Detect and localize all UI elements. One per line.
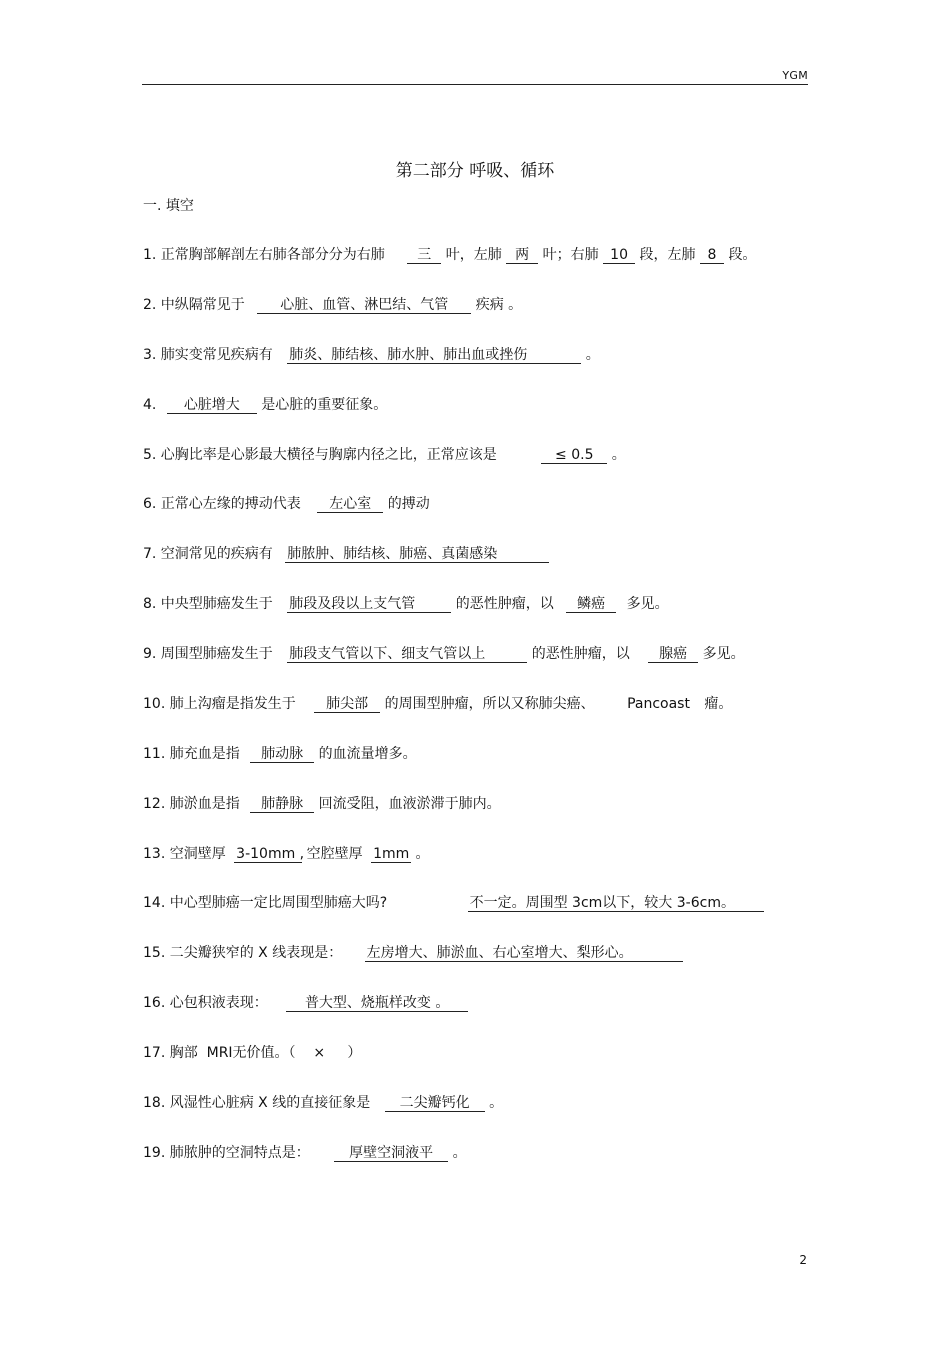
answer-blank: 不一定。周围型 3cm以下，较大 3-6cm。 <box>468 895 764 912</box>
question-text: 叶；右肺 <box>542 247 599 263</box>
answer-blank: 10 <box>603 247 635 264</box>
question-9 <box>143 643 745 663</box>
answer-blank: 三 <box>407 247 441 264</box>
question-text: 2. 中纵隔常见于 <box>143 297 245 313</box>
answer-blank: 3-10mm , <box>236 846 305 862</box>
question-text: 疾病 。 <box>475 297 523 313</box>
question-18 <box>143 1092 503 1112</box>
question-text: 15. 二尖瓣狭窄的 X 线表现是： <box>143 945 343 961</box>
answer-blank: 肺脓肿、肺结核、肺癌、真菌感染 <box>285 546 549 563</box>
question-text: 的恶性肿瘤，以 <box>455 596 554 612</box>
question-11 <box>143 743 417 763</box>
question-text: 7. 空洞常见的疾病有 <box>143 546 273 562</box>
answer-blank: 肺静脉 <box>250 796 314 813</box>
answer-blank: 肺段及段以上支气管 <box>287 596 451 613</box>
answer-blank: 普大型、烧瓶样改变 。 <box>286 995 468 1012</box>
answer-blank: 二尖瓣钙化 <box>385 1095 485 1112</box>
question-text: 3. 肺实变常见疾病有 <box>143 347 273 363</box>
answer-blank: 1mm <box>373 846 410 862</box>
question-15 <box>143 942 683 962</box>
question-text: 1. 正常胸部解剖左右肺各部分分为右肺 <box>143 247 385 263</box>
question-16 <box>143 992 468 1012</box>
question-text: 8. 中央型肺癌发生于 <box>143 596 273 612</box>
question-17 <box>143 1042 361 1062</box>
question-text: 。 <box>415 846 430 862</box>
question-text: 。 <box>452 1145 467 1161</box>
answer-blank: 肺尖部 <box>314 696 380 713</box>
answer-blank: 8 <box>700 247 724 264</box>
question-text: 的搏动 <box>387 496 430 512</box>
question-text: 。 <box>611 447 626 463</box>
question-text: 14. 中心型肺癌一定比周围型肺癌大吗? <box>143 895 388 911</box>
question-text: 是心脏的重要征象。 <box>261 397 388 413</box>
question-1 <box>143 244 756 264</box>
question-19 <box>143 1142 467 1162</box>
question-text: 叶，左肺 <box>445 247 502 263</box>
question-text: 。 <box>489 1095 504 1111</box>
page-number: 2 <box>799 1253 807 1267</box>
question-text: 。 <box>585 347 600 363</box>
question-text: 4. <box>143 397 157 413</box>
question-12 <box>143 793 501 813</box>
answer-blank: 左房增大、肺淤血、右心室增大、梨形心。 <box>365 945 683 962</box>
question-text: 的恶性肿瘤，以 <box>531 646 630 662</box>
question-text: 19. 肺脓肿的空洞特点是： <box>143 1145 310 1161</box>
question-text: 16. 心包积液表现： <box>143 995 268 1011</box>
question-text: 的周围型肿瘤，所以又称肺尖癌、 <box>384 696 595 712</box>
question-text: 瘤。 <box>704 696 733 712</box>
question-14 <box>143 892 764 912</box>
question-13 <box>143 843 430 863</box>
question-8 <box>143 593 669 613</box>
answer-blank: 厚壁空洞液平 <box>334 1145 448 1162</box>
answer-blank: 肺炎、肺结核、肺水肿、肺出血或挫伤 <box>287 347 581 364</box>
question-text: Pancoast <box>627 696 690 712</box>
question-text: 空腔壁厚 <box>306 846 363 862</box>
question-text: 回流受阻，血液淤滞于肺内。 <box>318 796 501 812</box>
question-text: 5. 心胸比率是心影最大横径与胸廓内径之比，正常应该是 <box>143 447 497 463</box>
answer-blank: 肺段支气管以下、细支气管以上 <box>287 646 527 663</box>
question-3 <box>143 344 600 364</box>
question-2 <box>143 294 522 314</box>
section-heading: 一. 填空 <box>143 198 194 214</box>
question-text: 段。 <box>728 247 757 263</box>
question-text: 多见。 <box>702 646 745 662</box>
answer-blank: 左心室 <box>317 496 383 513</box>
answer-blank: 心脏、血管、淋巴结、气管 <box>257 297 471 314</box>
question-text: 9. 周围型肺癌发生于 <box>143 646 273 662</box>
answer-blank: 心脏增大 <box>167 397 257 414</box>
question-text: 段，左肺 <box>639 247 696 263</box>
running-header: YGM <box>782 69 808 82</box>
header-rule <box>142 84 808 85</box>
question-text: 10. 肺上沟瘤是指发生于 <box>143 696 296 712</box>
question-text: 的血流量增多。 <box>318 746 417 762</box>
question-4 <box>143 394 387 414</box>
page-title: 第二部分 呼吸、循环 <box>395 161 555 181</box>
question-6 <box>143 493 430 513</box>
answer-blank: 肺动脉 <box>250 746 314 763</box>
question-text: 17. 胸部 MRI无价值。（ × ） <box>143 1045 362 1061</box>
answer-blank: ≤ 0.5 <box>541 447 607 464</box>
answer-blank: 两 <box>506 247 538 264</box>
question-text: 6. 正常心左缘的搏动代表 <box>143 496 301 512</box>
question-text: 12. 肺淤血是指 <box>143 796 240 812</box>
question-text: 13. 空洞壁厚 <box>143 846 226 862</box>
question-7 <box>143 543 549 563</box>
question-10 <box>143 693 732 713</box>
question-text: 18. 风湿性心脏病 X 线的直接征象是 <box>143 1095 371 1111</box>
answer-blank: 鳞癌 <box>566 596 616 613</box>
question-text: 多见。 <box>626 596 669 612</box>
question-text: 11. 肺充血是指 <box>143 746 240 762</box>
answer-blank: 腺癌 <box>648 646 698 663</box>
question-5 <box>143 444 626 464</box>
